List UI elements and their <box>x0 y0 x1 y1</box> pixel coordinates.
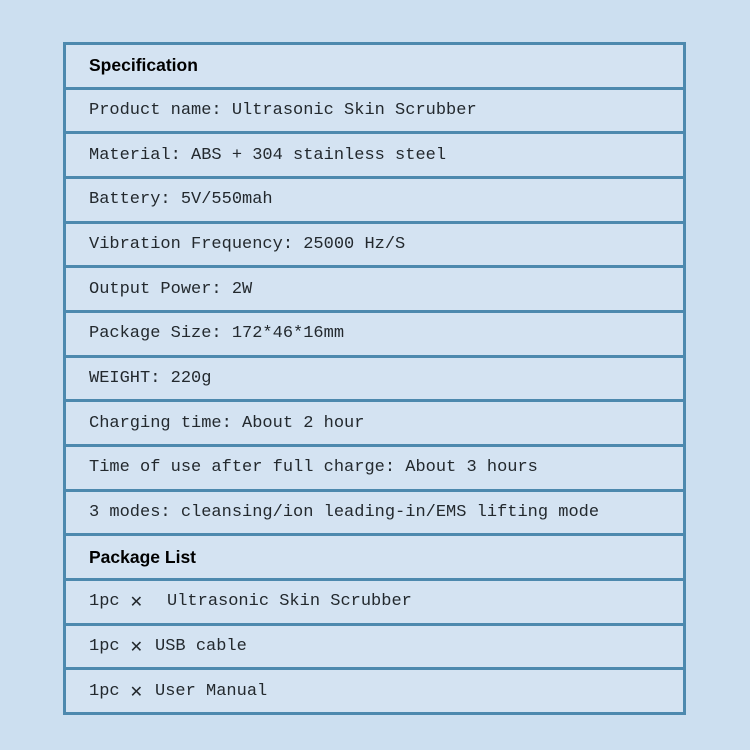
spec-row-use-time <box>66 444 683 489</box>
spec-row-package-size <box>66 310 683 355</box>
spec-text: WEIGHT: 220g <box>89 369 212 389</box>
multiply-icon: ✕ <box>129 592 144 612</box>
package-item-name: Ultrasonic Skin Scrubber <box>167 592 412 612</box>
spec-row-vibration-frequency <box>66 221 683 266</box>
package-qty: 1pc <box>89 592 120 612</box>
spec-row-charging-time <box>66 399 683 444</box>
spec-text: Charging time: About 2 hour <box>89 413 365 433</box>
spec-section-title: Specification <box>89 55 198 76</box>
package-item-name: User Manual <box>155 681 268 701</box>
spec-text: Product name: Ultrasonic Skin Scrubber <box>89 101 477 120</box>
package-row-scrubber <box>66 578 683 623</box>
spec-section-header <box>66 45 683 87</box>
multiply-icon: ✕ <box>129 681 144 701</box>
multiply-icon: ✕ <box>129 637 144 657</box>
package-row-user-manual <box>66 667 683 712</box>
spec-row-material <box>66 131 683 176</box>
package-qty: 1pc <box>89 637 120 657</box>
spec-row-weight <box>66 355 683 400</box>
spec-text: Battery: 5V/550mah <box>89 190 273 210</box>
spec-text: Package Size: 172*46*16mm <box>89 324 345 344</box>
spec-row-output-power <box>66 265 683 310</box>
spec-text: Output Power: 2W <box>89 279 253 299</box>
specification-table <box>63 42 686 715</box>
spec-row-product-name <box>66 87 683 132</box>
spec-text: Time of use after full charge: About 3 hours <box>89 458 538 478</box>
spec-text: Material: ABS + 304 stainless steel <box>89 145 447 165</box>
spec-row-modes <box>66 489 683 534</box>
package-section-header <box>66 533 683 578</box>
package-qty: 1pc <box>89 681 120 701</box>
package-section-title: Package List <box>89 546 196 567</box>
package-row-usb-cable <box>66 623 683 668</box>
spec-text: Vibration Frequency: 25000 Hz/S <box>89 235 406 255</box>
spec-text: 3 modes: cleansing/ion leading-in/EMS lifting mode <box>89 503 600 523</box>
package-item-name: USB cable <box>155 637 247 657</box>
spec-row-battery <box>66 176 683 221</box>
